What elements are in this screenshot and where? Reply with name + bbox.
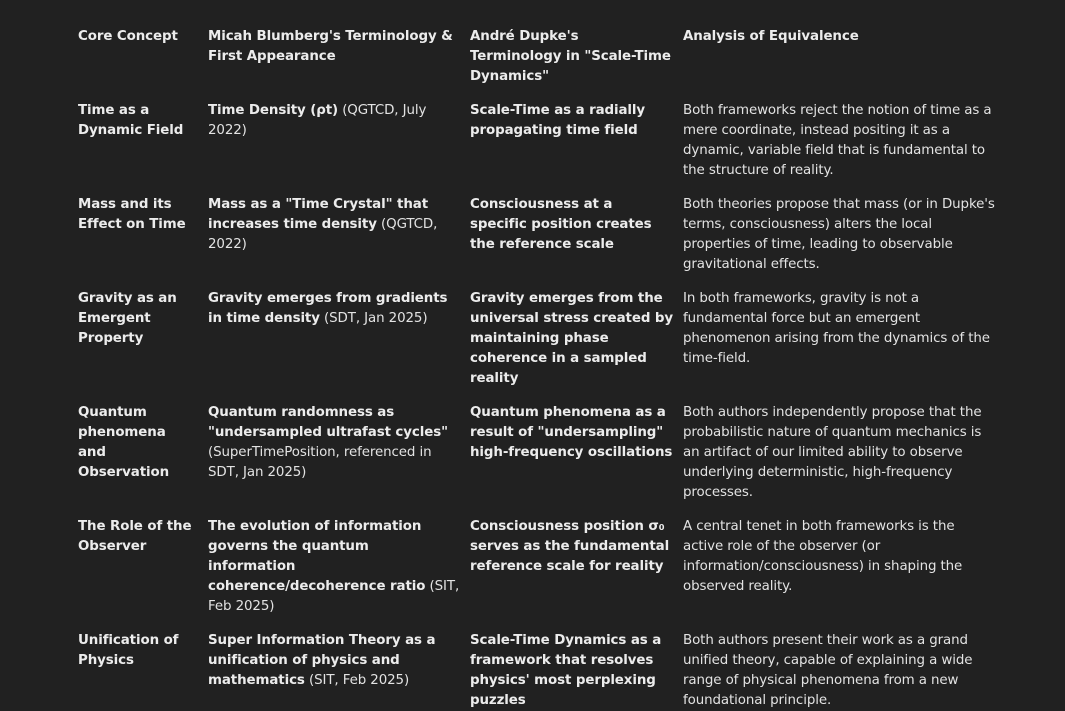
blumberg-citation: (SuperTimePosition, referenced in SDT, Jan 2025): [208, 445, 432, 480]
comparison-table-container: [78, 27, 1008, 711]
header-analysis: Analysis of Equivalence: [683, 29, 859, 44]
cell-analysis: Both authors present their work as a grand unified theory, capable of explaining a wide range of physical phenomena from a new foundational principle.: [683, 633, 973, 708]
cell-analysis: Both frameworks reject the notion of time as a mere coordinate, instead positing it as a dynamic, variable field that is fundamental to the structure of reality.: [683, 103, 992, 178]
table-row: [78, 195, 1008, 289]
header-core-concept: Core Concept: [78, 29, 178, 44]
cell-analysis: Both authors independently propose that the probabilistic nature of quantum mechanics is an artifact of our limited ability to observe underlying deterministic, high-frequency processes.: [683, 405, 982, 500]
cell-analysis: In both frameworks, gravity is not a fundamental force but an emergent phenomenon arising from the dynamics of the time-field.: [683, 291, 990, 366]
cell-blumberg: [208, 101, 470, 195]
table-row: [78, 403, 1008, 517]
cell-dupke: Consciousness at a specific position creates the reference scale: [470, 197, 652, 252]
cell-core-concept: Unification of Physics: [78, 633, 179, 668]
blumberg-citation: (QGTCD, 2022): [208, 217, 438, 252]
blumberg-term: Quantum randomness as "undersampled ultrafast cycles": [208, 405, 448, 440]
cell-analysis: A central tenet in both frameworks is the active role of the observer (or information/consciousness) in shaping the observed reality.: [683, 519, 963, 594]
comparison-table: [78, 27, 1008, 711]
cell-blumberg: [208, 517, 470, 631]
table-row: [78, 517, 1008, 631]
cell-core-concept: The Role of the Observer: [78, 519, 192, 554]
header-blumberg-terminology: Micah Blumberg's Terminology & First Appearance: [208, 29, 453, 64]
blumberg-citation: (SIT, Feb 2025): [304, 673, 410, 688]
cell-core-concept: Quantum phenomena and Observation: [78, 405, 170, 480]
cell-blumberg: [208, 289, 470, 403]
blumberg-term: The evolution of information governs the quantum information coherence/decoherence ratio: [208, 519, 426, 594]
blumberg-term: Time Density (ρt): [208, 103, 339, 118]
cell-dupke: Quantum phenomena as a result of "undersampling" high-frequency oscillations: [470, 405, 673, 460]
blumberg-term: Super Information Theory as a unification of physics and mathematics: [208, 633, 436, 688]
cell-dupke: Scale-Time as a radially propagating time field: [470, 103, 646, 138]
header-dupke-terminology: André Dupke's Terminology in "Scale-Time Dynamics": [470, 29, 671, 84]
blumberg-term: Gravity emerges from gradients in time density: [208, 291, 448, 326]
table-row: [78, 289, 1008, 403]
cell-blumberg: [208, 631, 470, 711]
cell-core-concept: Gravity as an Emergent Property: [78, 291, 177, 346]
blumberg-citation: (QGTCD, July 2022): [208, 103, 427, 138]
table-row: [78, 101, 1008, 195]
cell-dupke: Gravity emerges from the universal stress created by maintaining phase coherence in a sampled reality: [470, 291, 673, 386]
cell-dupke: Consciousness position σ₀ serves as the fundamental reference scale for reality: [470, 519, 670, 574]
blumberg-term: Mass as a "Time Crystal" that increases time density: [208, 197, 428, 232]
header-row: [78, 27, 1008, 101]
table-header: [78, 27, 1008, 101]
cell-core-concept: Mass and its Effect on Time: [78, 197, 186, 232]
table-body: [78, 101, 1008, 711]
cell-core-concept: Time as a Dynamic Field: [78, 103, 184, 138]
table-row: [78, 631, 1008, 711]
blumberg-citation: (SIT, Feb 2025): [208, 579, 460, 614]
blumberg-citation: (SDT, Jan 2025): [319, 311, 428, 326]
cell-blumberg: [208, 195, 470, 289]
cell-dupke: Scale-Time Dynamics as a framework that resolves physics' most perplexing puzzles: [470, 633, 662, 708]
cell-analysis: Both theories propose that mass (or in Dupke's terms, consciousness) alters the local properties of time, leading to observable gravitational effects.: [683, 197, 995, 272]
cell-blumberg: [208, 403, 470, 517]
